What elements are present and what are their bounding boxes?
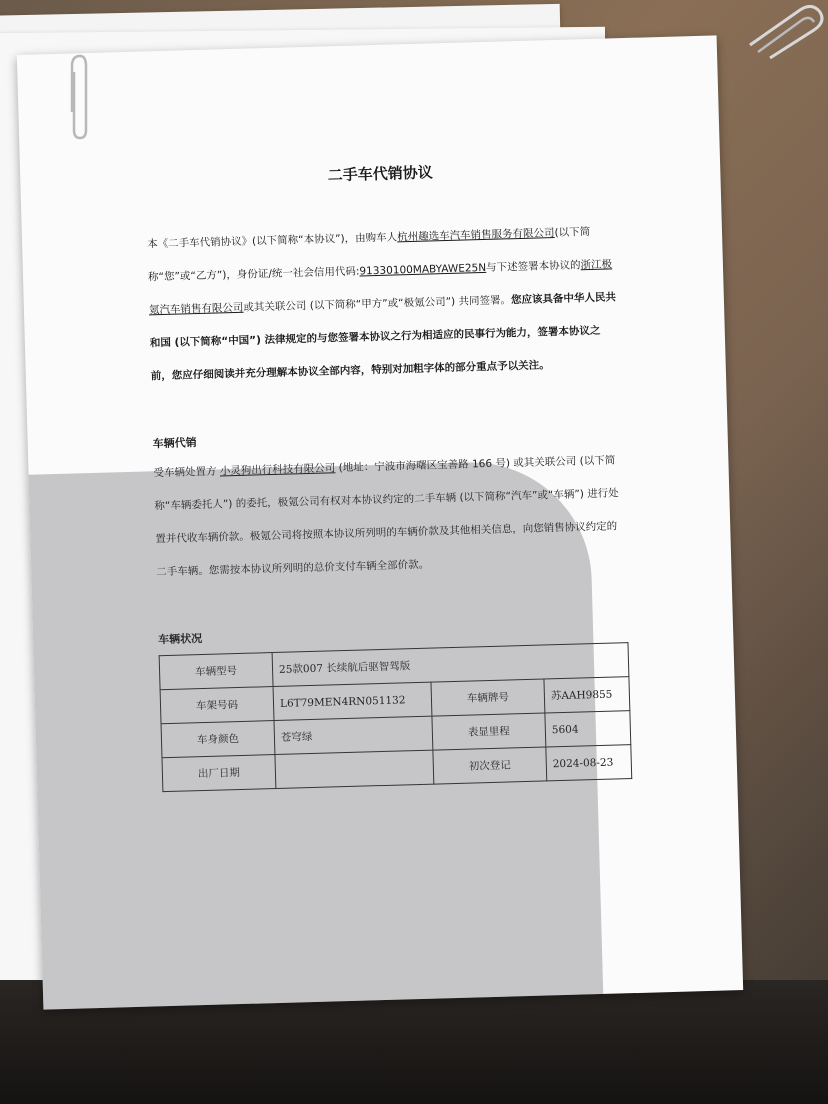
bold-notice: 您应该具备中华人民共和国 (以下简称“中国”) 法律规定的与您签署本协议之行为相适应的民事行为能力，签署本协议之前，您应仔细阅读并充分理解本协议全部内容，特别对加粗字体的部分重点予以关注。 xyxy=(149,291,617,383)
agreement-page xyxy=(17,35,743,1009)
section-heading-vehicle: 车辆状况 xyxy=(158,632,203,647)
consign-text: (地址：宁波市海曙区宝善路 166 号) 或其关联公司 (以下简称“车辆委托人”) 的委托，极氪公司有权对本协议约定的二手车辆 (以下简称“汽车”或“车辆”) 进行处置并代收车辆价款。极氪公司将按照本协议所列明的车辆价款及其他相关信息，向您销售协议约定的二手车辆。您需按本协议所列明的总价支付车辆全部价款。 xyxy=(154,454,619,579)
vehicle-status-table xyxy=(159,642,633,792)
plate-label: 车辆牌号 xyxy=(431,679,545,716)
vin-label: 车架号码 xyxy=(160,687,274,724)
agreement-content xyxy=(145,156,632,792)
consign-text: 受车辆处置方 xyxy=(153,465,217,480)
intro-text: 本《二手车代销协议》(以下简称“本协议”)，由购车人 xyxy=(146,231,398,251)
first-reg-label: 初次登记 xyxy=(433,747,547,784)
intro-paragraph xyxy=(147,215,621,393)
binder-clip-icon xyxy=(740,0,828,70)
document-title: 二手车代销协议 xyxy=(327,163,433,185)
mileage-value: 5604 xyxy=(545,711,631,747)
paperclip-icon xyxy=(66,52,94,142)
intro-text: (以下简称“您”或“乙方”)，身份证/统一社会信用代码: xyxy=(147,226,591,284)
first-reg-value: 2024-08-23 xyxy=(546,745,632,781)
buyer-credit-code: 91330100MABYAWE25N xyxy=(359,261,487,278)
color-value: 苍穹绿 xyxy=(274,716,433,754)
mfg-date-value xyxy=(275,750,434,788)
color-label: 车身颜色 xyxy=(161,721,275,758)
mileage-label: 表显里程 xyxy=(432,713,546,750)
model-value: 25款007 长续航后驱智驾版 xyxy=(272,643,629,687)
plate-value: 苏AAH9855 xyxy=(544,677,630,713)
intro-text: 与下述签署本协议的 xyxy=(485,259,581,274)
mfg-date-label: 出厂日期 xyxy=(162,755,276,792)
consign-paragraph xyxy=(153,444,627,589)
disposer-name: 小灵狗出行科技有限公司 xyxy=(219,462,336,478)
buyer-name: 杭州趣选车汽车销售服务有限公司 xyxy=(396,227,555,244)
model-label: 车辆型号 xyxy=(159,653,273,690)
section-heading-consign: 车辆代销 xyxy=(152,436,197,451)
vin-value: L6T79MEN4RN051132 xyxy=(273,682,432,720)
seller-company: 浙江极氪汽车销售有限公司 xyxy=(148,258,613,317)
intro-text: 或其关联公司 (以下简称“甲方”或“极氪公司”) 共同签署。 xyxy=(243,294,512,314)
